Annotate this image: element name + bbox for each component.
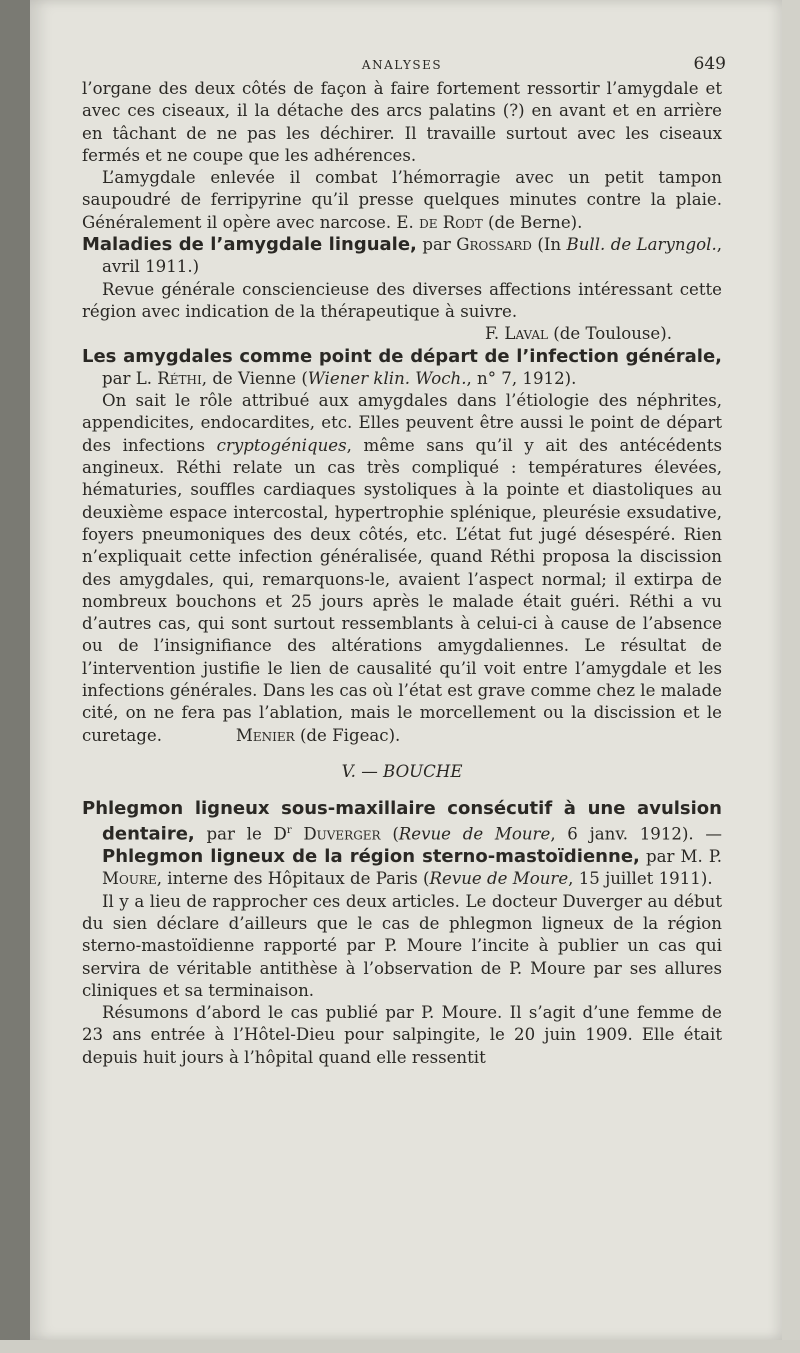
journal-name: Wiener klin. Woch. — [307, 368, 467, 388]
emphasis: cryptogéniques — [216, 435, 347, 455]
reviewer-name: Rodt — [442, 212, 483, 232]
by-word: par — [416, 235, 457, 255]
doctor-superscript: r — [286, 825, 292, 837]
article-heading-phlegmon — [82, 798, 722, 891]
article-author: Duverger — [303, 824, 381, 844]
body-text: , même sans qu’il y ait des antécédents angineux. Réthi relate un cas très compliqué : températures élevées, hématuries, souffles cardiaques systoliques à la pointe et diastoliques au deuxième espace intercostal, hypertrophie splénique, pleurésie exsudative, foyers pneumoniques des deux côtés, etc. L’état fut jugé désespéré. Rien n’expliquait cette infection généralisée, quand Réthi proposa la discission des amygdales, qui, remarquons-le, avaient l’aspect normal; il extirpa de nombreux bouchons et 25 jours après le malade était guéri. Réthi a vu d’autres cas, qui sont surtout ressemblants à celui-ci à cause de l’absence ou de l’insignifiance des altérations amygdaliennes. Le résultat de l’intervention justifie le lien de causalité qu’il voit entre l’amygdale et les infections générales. Dans les cas où l’état est grave comme chez le malade cité, on ne fera pas l’ablation, mais le morcellement ou la discission et le curetage. — [82, 435, 722, 745]
author-affiliation: , interne des Hôpitaux de Paris ( — [156, 869, 430, 889]
ref-details: , n° 7, 1912). — [466, 368, 577, 388]
ref-open: ( — [380, 824, 399, 844]
article-heading-infection-generale — [82, 346, 722, 391]
paragraph-hemorrhage — [82, 167, 722, 234]
article-heading-amygdale-linguale — [82, 234, 722, 279]
author-location: , de Vienne ( — [201, 368, 308, 388]
page-number: 649 — [693, 54, 726, 74]
reviewer-signature — [82, 323, 722, 345]
paragraph-text: L’amygdale enlevée il combat l’hémorragie avec un petit tampon saupoudré de ferripyrine qu’il presse quelques minutes contre la plaie. Généralement il opère avec narcose. — [82, 168, 722, 232]
ref-details: , avril 1911.) — [102, 235, 723, 277]
reviewer-place: (de Berne). — [482, 212, 583, 232]
scan-left-margin — [0, 0, 30, 1340]
page-content — [82, 52, 726, 1069]
article-author: Grossard — [456, 235, 532, 255]
article-title: Phlegmon ligneux de la région sterno-mastoïdienne, — [102, 846, 640, 868]
article-title: Les amygdales comme point de départ de l’infection générale, — [82, 345, 722, 367]
continued-paragraph: l’organe des deux côtés de façon à faire fortement ressortir l’amygdale et avec ces ciseaux, il la détache des arcs palatins (?) en avant et en arrière en tâchant de ne pas les déchirer. Il travaille surtout avec les ciseaux fermés et ne coupe que les adhérences. — [82, 79, 722, 165]
article-title: Phlegmon ligneux sous-maxillaire consécutif à une avulsion dentaire, — [82, 797, 722, 845]
reviewer-place: (de Figeac). — [294, 725, 401, 745]
journal-name: Bull. de Laryngol. — [566, 235, 717, 255]
journal-name: Revue de Moure — [429, 869, 569, 889]
running-title: ANALYSES — [361, 58, 443, 72]
ref-details: , 6 janv. 1912). — — [550, 824, 723, 844]
scan-bottom-margin — [0, 1340, 800, 1353]
by-word: par M. P. — [639, 847, 722, 867]
section-heading: V. — BOUCHE — [341, 761, 463, 781]
reviewer-place: (de Toulouse). — [548, 324, 672, 344]
article-author: Réthi — [157, 368, 202, 388]
by-word: par L. — [102, 368, 158, 388]
running-header — [82, 52, 726, 78]
reviewer-name: Laval — [504, 324, 548, 344]
reviewer-initial: F. — [484, 324, 505, 344]
reviewer-name: Menier — [235, 725, 295, 745]
article-title: Maladies de l’amygdale linguale, — [82, 234, 417, 256]
article-body: Il y a lieu de rapprocher ces deux articles. Le docteur Duverger au début du sien déclare d’ailleurs que le cas de phlegmon ligneux de la région sterno-mastoïdienne rapporté par P. Moure l’incite à publier un cas qui servira de véritable antithèse à l’observation de P. Moure par ses allures cliniques et sa terminaison. — [82, 891, 722, 1000]
article-body: Résumons d’abord le cas publié par P. Moure. Il s’agit d’une femme de 23 ans entrée à l’Hôtel-Dieu pour salpingite, le 20 juin 1909. Elle était depuis huit jours à l’hôpital quand elle ressentit — [82, 1003, 722, 1067]
by-word: par le D — [194, 824, 287, 844]
reviewer-particle: de — [419, 212, 443, 232]
body-text: On sait le rôle attribué aux amygdales dans l’étiologie des néphrites, appendicites, endocardites, etc. Elles peuvent être aussi le point de départ des infections — [82, 391, 722, 455]
reviewer-initial: E. — [396, 212, 420, 232]
article-author: Moure — [102, 869, 157, 889]
journal-name: Revue de Moure — [398, 824, 551, 844]
article-body: Revue générale consciencieuse des diverses affections intéressant cette région avec indication de la thérapeutique à suivre. — [82, 279, 722, 321]
ref-details: , 15 juillet 1911). — [568, 869, 713, 889]
ref-open: (In — [531, 235, 567, 255]
scan-right-margin — [782, 0, 800, 1353]
article-body — [82, 390, 722, 747]
